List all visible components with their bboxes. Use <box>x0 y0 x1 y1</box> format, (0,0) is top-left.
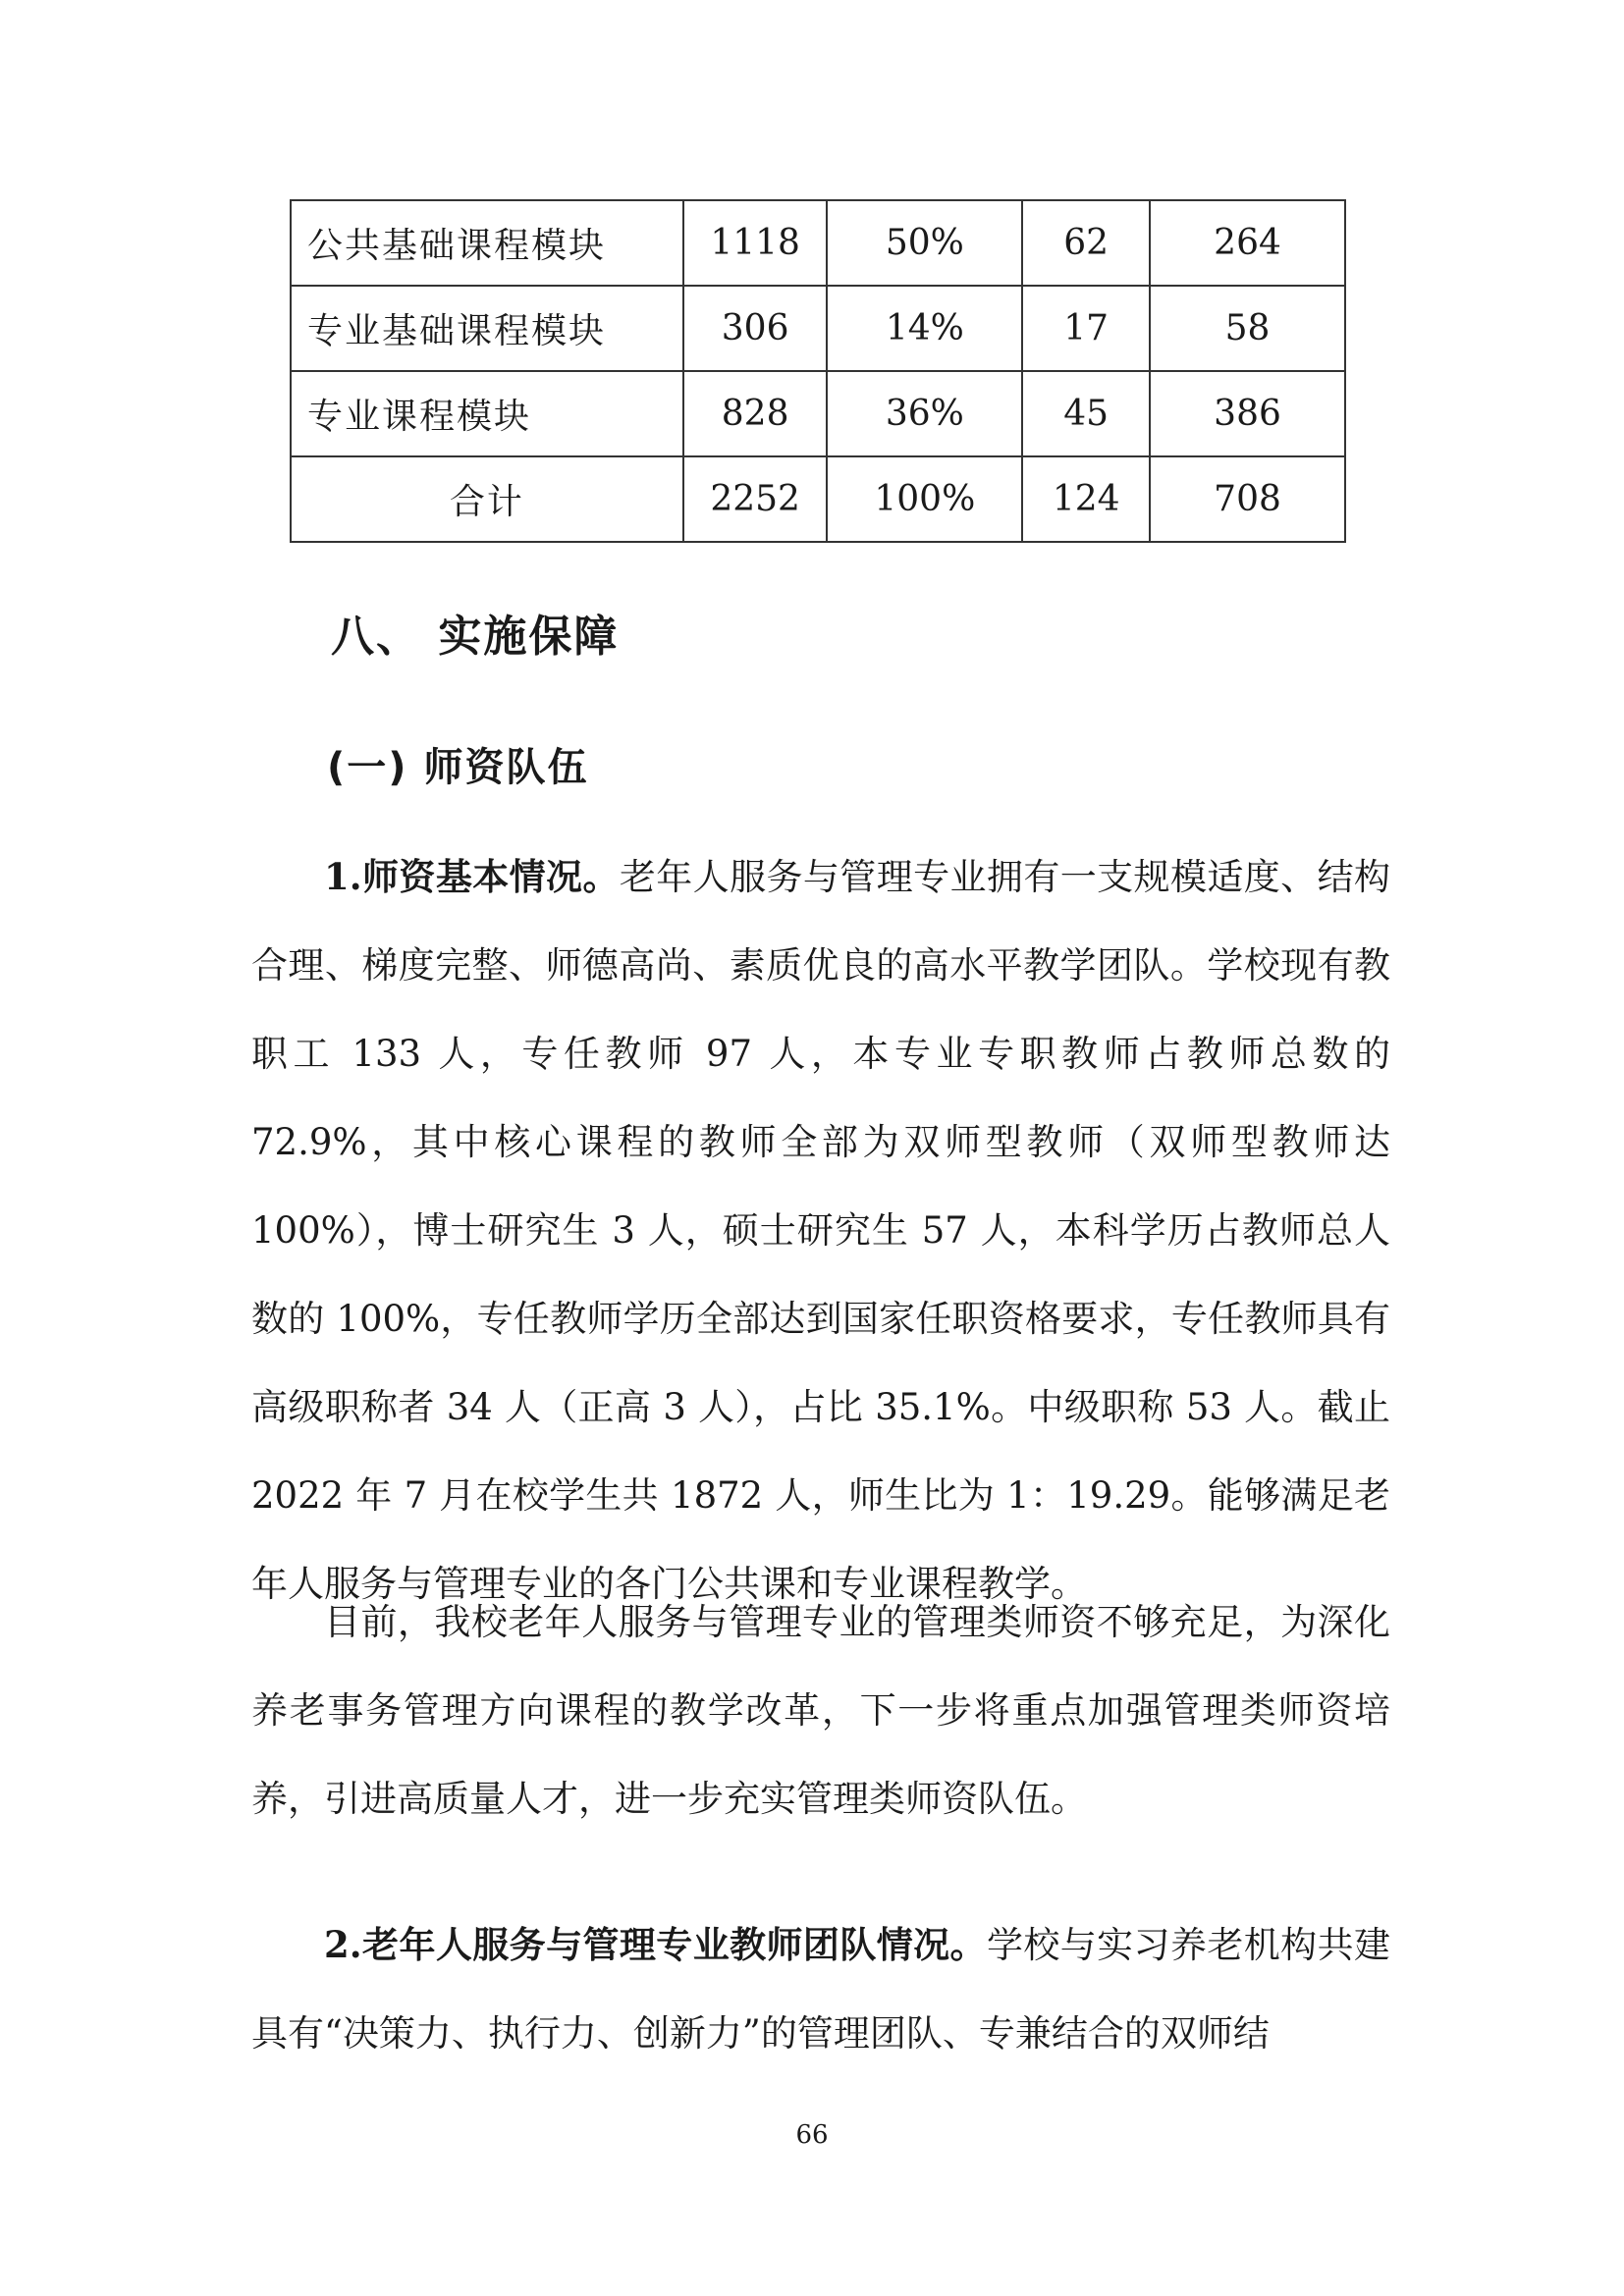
paragraph-faculty-overview <box>251 832 1390 1629</box>
page-number: 66 <box>795 2120 829 2150</box>
credits-cell: 62 <box>1022 200 1150 286</box>
paragraph-body: 学校与实习养老机构共建具有“决策力、执行力、创新力”的管理团队、专兼结合的双师结 <box>251 1924 1390 2055</box>
practice-cell: 264 <box>1150 200 1345 286</box>
hours-cell: 306 <box>683 286 828 371</box>
practice-cell: 58 <box>1150 286 1345 371</box>
percent-cell: 14% <box>827 286 1022 371</box>
module-name-cell: 专业基础课程模块 <box>291 286 683 371</box>
hours-cell: 828 <box>683 371 828 456</box>
practice-cell: 708 <box>1150 456 1345 542</box>
practice-cell: 386 <box>1150 371 1345 456</box>
table-row <box>291 286 1345 371</box>
section-heading: 八、 实施保障 <box>331 612 620 662</box>
table-row <box>291 200 1345 286</box>
table-total-row <box>291 456 1345 542</box>
total-label-cell: 合计 <box>291 456 683 542</box>
percent-cell: 36% <box>827 371 1022 456</box>
credits-cell: 45 <box>1022 371 1150 456</box>
credits-cell: 124 <box>1022 456 1150 542</box>
course-module-table <box>290 199 1346 543</box>
module-name-cell: 专业课程模块 <box>291 371 683 456</box>
paragraph-lead: 2.老年人服务与管理专业教师团队情况。 <box>324 1923 987 1966</box>
hours-cell: 1118 <box>683 200 828 286</box>
paragraph-teaching-team <box>251 1900 1390 2078</box>
paragraph-faculty-plan <box>251 1578 1390 1843</box>
module-name-cell: 公共基础课程模块 <box>291 200 683 286</box>
percent-cell: 100% <box>827 456 1022 542</box>
credits-cell: 17 <box>1022 286 1150 371</box>
paragraph-body: 老年人服务与管理专业拥有一支规模适度、结构合理、梯度完整、师德高尚、素质优良的高水平教学团队。学校现有教职工 133 人，专任教师 97 人，本专业专职教师占教师总数的 72.9%，其中核心课程的教师全部为双师型教师（双师型教师达 100%），博士研究生 3 人，硕士研究生 57 人，本科学历占教师总人数的 100%，专任教师学历全部达到国家任职资格要求，专任教师具有高级职称者 34 人（正高 3 人），占比 35.1%。中级职称 53 人。截止 2022 年 7 月在校学生共 1872 人，师生比为 1：19.29。能够满足老年人服务与管理专业的各门公共课和专业课程教学。 <box>251 856 1390 1605</box>
subsection-heading: (一) 师资队伍 <box>327 745 589 790</box>
percent-cell: 50% <box>827 200 1022 286</box>
paragraph-body: 目前，我校老年人服务与管理专业的管理类师资不够充足，为深化养老事务管理方向课程的教学改革，下一步将重点加强管理类师资培养，引进高质量人才，进一步充实管理类师资队伍。 <box>251 1601 1390 1820</box>
paragraph-lead: 1.师资基本情况。 <box>324 855 620 898</box>
table-row <box>291 371 1345 456</box>
hours-cell: 2252 <box>683 456 828 542</box>
